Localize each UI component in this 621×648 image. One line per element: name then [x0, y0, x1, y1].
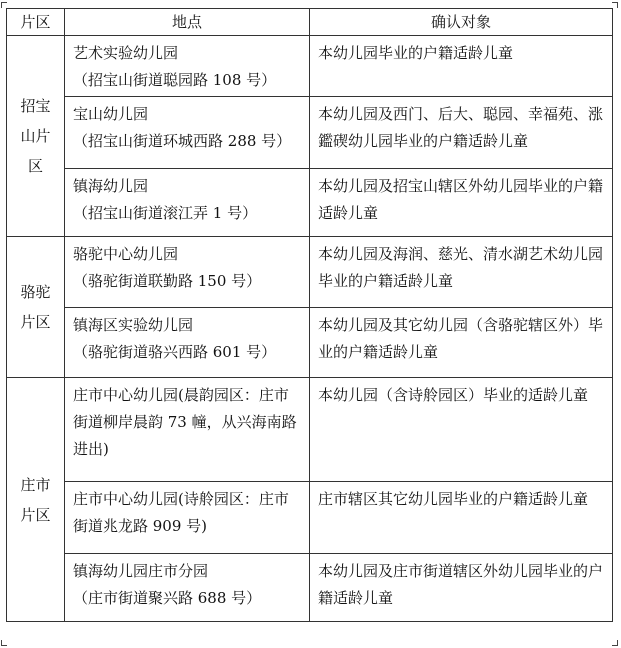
location-cell: [65, 308, 310, 378]
place-address: （骆驼街道骆兴西路 601 号）: [73, 343, 277, 361]
target-text: 本幼儿园及招宝山辖区外幼儿园毕业的户籍适龄儿童: [318, 177, 604, 222]
place-name: 镇海幼儿园: [73, 177, 149, 195]
location-cell: [65, 482, 310, 554]
place-address: （招宝山街道滚江弄 1 号）: [73, 204, 258, 222]
target-cell: [310, 554, 613, 622]
place-address: （庄市街道聚兴路 688 号）: [73, 589, 262, 607]
table-row: [7, 482, 613, 554]
target-text: 本幼儿园毕业的户籍适龄儿童: [318, 44, 514, 62]
location-cell: [65, 169, 310, 237]
place-name: 镇海幼儿园庄市分园: [73, 562, 209, 580]
table-row: [7, 97, 613, 169]
target-text: 本幼儿园及庄市街道辖区外幼儿园毕业的户籍适龄儿童: [318, 562, 604, 607]
table-row: [7, 237, 613, 308]
header-target: 确认对象: [310, 9, 613, 36]
place-name: 庄市中心幼儿园(诗舲园区：庄市街道兆龙路 909 号): [73, 490, 289, 535]
place-address: （骆驼街道联勤路 150 号）: [73, 272, 262, 290]
location-cell: [65, 36, 310, 97]
place-name: 镇海区实验幼儿园: [73, 316, 194, 334]
location-cell: [65, 554, 310, 622]
district-cell: 庄市片区: [7, 378, 65, 622]
target-text: 本幼儿园及西门、后大、聪园、幸福苑、涨鑑碶幼儿园毕业的户籍适龄儿童: [318, 105, 604, 150]
target-cell: [310, 237, 613, 308]
target-cell: [310, 378, 613, 482]
target-cell: [310, 169, 613, 237]
place-name: 艺术实验幼儿园: [73, 44, 179, 62]
table-corner-mark-bottom-right: [612, 640, 618, 646]
target-text: 本幼儿园及海润、慈光、清水湖艺术幼儿园毕业的户籍适龄儿童: [318, 245, 604, 290]
location-cell: [65, 97, 310, 169]
target-text: 本幼儿园及其它幼儿园（含骆驼辖区外）毕业的户籍适龄儿童: [318, 316, 604, 361]
place-address: （招宝山街道聪园路 108 号）: [73, 71, 277, 89]
table-row: [7, 378, 613, 482]
kindergarten-district-table: [6, 8, 613, 622]
target-text: 本幼儿园（含诗舲园区）毕业的适龄儿童: [318, 386, 589, 404]
location-cell: [65, 237, 310, 308]
target-cell: [310, 482, 613, 554]
place-name: 骆驼中心幼儿园: [73, 245, 179, 263]
target-cell: [310, 97, 613, 169]
place-name: 庄市中心幼儿园(晨韵园区：庄市街道柳岸晨韵 73 幢，从兴海南路进出): [73, 386, 297, 458]
header-location: 地点: [65, 9, 310, 36]
location-cell: [65, 378, 310, 482]
table-row: [7, 554, 613, 622]
target-cell: [310, 308, 613, 378]
table-row: [7, 308, 613, 378]
table-corner-mark-bottom-left: [1, 640, 7, 646]
header-district: 片区: [7, 9, 65, 36]
district-cell: 骆驼片区: [7, 237, 65, 378]
place-name: 宝山幼儿园: [73, 105, 149, 123]
table-row: [7, 36, 613, 97]
place-address: （招宝山街道环城西路 288 号）: [73, 132, 292, 150]
target-cell: [310, 36, 613, 97]
table-header-row: [7, 9, 613, 36]
target-text: 庄市辖区其它幼儿园毕业的户籍适龄儿童: [318, 490, 589, 508]
district-cell: 招宝山片区: [7, 36, 65, 237]
table-row: [7, 169, 613, 237]
